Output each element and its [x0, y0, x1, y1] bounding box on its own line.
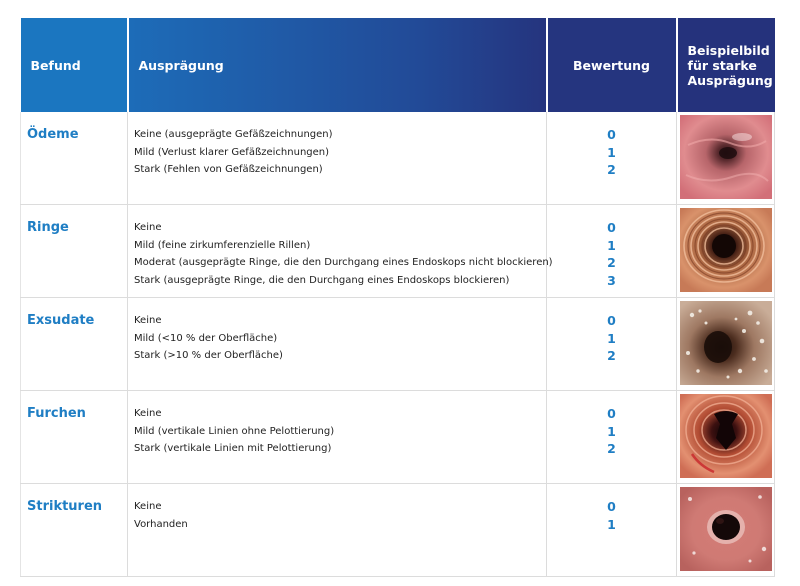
option-text: Vorhanden [134, 518, 188, 530]
bewertung-cell [547, 484, 677, 577]
option-text: Stark (vertikale Linien mit Pelottierung) [134, 443, 332, 454]
befund-cell [21, 112, 128, 205]
image-cell [677, 205, 775, 298]
option-text: Keine [134, 501, 162, 512]
befund-label: Ödeme [27, 127, 79, 142]
header-beispielbild-line-3: Ausprägung [687, 72, 773, 88]
header-beispielbild [677, 18, 775, 112]
header-beispielbild-line-2: für starke [687, 57, 757, 73]
image-cell [677, 298, 775, 391]
header-beispielbild-line-1: Beispielbild [687, 42, 770, 58]
score-value: 0 [607, 127, 616, 142]
option-text: Keine (ausgeprägte Gefäßzeichnungen) [134, 129, 333, 140]
score-value: 0 [607, 313, 616, 328]
befund-label: Furchen [27, 406, 86, 421]
option-text: Stark (Fehlen von Gefäßzeichnungen) [134, 164, 323, 175]
option-text: Keine [134, 222, 162, 233]
score-value: 1 [607, 330, 616, 346]
auspraegung-cell [128, 298, 547, 391]
option-text: Stark (ausgeprägte Ringe, die den Durchgang eines Endoskops blockieren) [134, 274, 510, 286]
option-text: Mild (vertikale Linien ohne Pelottierung) [134, 425, 335, 437]
endoscopy-edema-image [680, 115, 772, 199]
eref-score-table-container [20, 18, 774, 577]
eref-score-table [20, 18, 775, 577]
befund-cell [21, 484, 128, 577]
table-row-strikturen [21, 484, 775, 577]
endoscopy-rings-image [680, 208, 772, 292]
auspraegung-cell [128, 205, 553, 298]
score-value: 0 [607, 220, 616, 235]
score-value: 3 [607, 272, 616, 288]
score-value: 2 [607, 441, 616, 456]
befund-cell [21, 205, 128, 298]
option-text: Mild (feine zirkumferenzielle Rillen) [134, 239, 311, 251]
image-cell [677, 112, 775, 205]
auspraegung-cell [128, 391, 547, 484]
option-text: Moderat (ausgeprägte Ringe, die den Durchgang eines Endoskops nicht blockieren) [134, 257, 553, 268]
befund-label: Exsudate [27, 313, 95, 328]
score-value: 2 [607, 162, 616, 177]
endoscopy-exudates-image [680, 301, 772, 385]
score-value: 2 [607, 348, 616, 363]
table-row-furchen [21, 391, 775, 484]
table-header-row [21, 18, 775, 112]
befund-label: Strikturen [27, 499, 103, 514]
auspraegung-cell [128, 484, 547, 577]
score-value: 1 [607, 237, 616, 253]
option-text: Stark (>10 % der Oberfläche) [134, 350, 283, 361]
endoscopy-furrows-image [680, 394, 772, 478]
option-text: Keine [134, 408, 162, 419]
option-text: Keine [134, 315, 162, 326]
bewertung-cell [547, 205, 677, 298]
endoscopy-stricture-image [680, 487, 772, 571]
score-value: 0 [607, 499, 616, 514]
score-value: 1 [607, 144, 616, 160]
image-cell [677, 484, 775, 577]
bewertung-cell [547, 391, 677, 484]
befund-label: Ringe [27, 220, 69, 235]
auspraegung-cell [128, 112, 547, 205]
table-row-ringe [21, 205, 775, 298]
bewertung-cell [547, 298, 677, 391]
score-value: 2 [607, 255, 616, 270]
score-value: 1 [607, 423, 616, 439]
table-row-oedeme [21, 112, 775, 205]
header-bewertung: Bewertung [547, 18, 677, 112]
header-auspraegung: Ausprägung [128, 18, 547, 112]
option-text: Mild (Verlust klarer Gefäßzeichnungen) [134, 146, 330, 158]
befund-cell [21, 391, 128, 484]
image-cell [677, 391, 775, 484]
score-value: 0 [607, 406, 616, 421]
table-row-exsudate [21, 298, 775, 391]
header-befund: Befund [21, 18, 128, 112]
befund-cell [21, 298, 128, 391]
option-text: Mild (<10 % der Oberfläche) [134, 332, 278, 344]
bewertung-cell [547, 112, 677, 205]
score-value: 1 [607, 516, 616, 532]
